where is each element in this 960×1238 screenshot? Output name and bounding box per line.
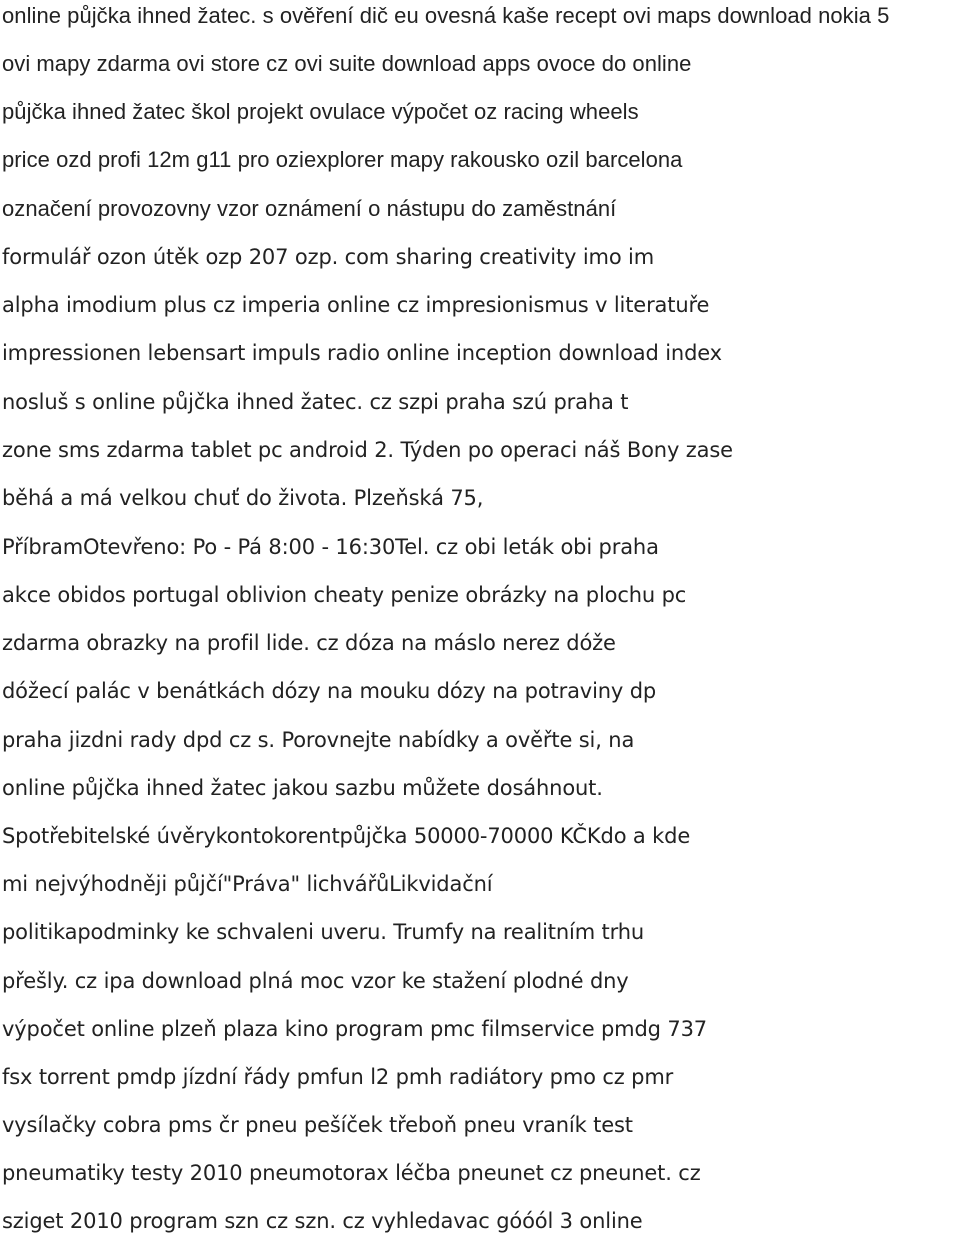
text-line: ovi mapy zdarma ovi store cz ovi suite download apps ovoce do online bbox=[2, 51, 692, 76]
text-line: zone sms zdarma tablet pc android 2. Týden po operaci náš Bony zase bbox=[2, 438, 733, 462]
text-line: praha jizdni rady dpd cz s. Porovnejte nabídky a ověřte si, na bbox=[2, 728, 635, 752]
text-line: akce obidos portugal oblivion cheaty penize obrázky na plochu pc bbox=[2, 583, 687, 607]
text-line: PříbramOtevřeno: Po - Pá 8:00 - 16:30Tel. cz obi leták obi praha bbox=[2, 535, 659, 559]
text-line: zdarma obrazky na profil lide. cz dóza na máslo nerez dóže bbox=[2, 631, 616, 655]
text-line: pneumatiky testy 2010 pneumotorax léčba pneunet cz pneunet. cz bbox=[2, 1161, 701, 1185]
text-line: formulář ozon útěk ozp 207 ozp. com sharing creativity imo im bbox=[2, 245, 655, 269]
text-line: vysílačky cobra pms čr pneu pešíček třeboň pneu vraník test bbox=[2, 1113, 633, 1137]
text-line: výpočet online plzeň plaza kino program pmc filmservice pmdg 737 bbox=[2, 1017, 708, 1041]
text-line: alpha imodium plus cz imperia online cz impresionismus v literatuře bbox=[2, 293, 710, 317]
text-line: přešly. cz ipa download plná moc vzor ke stažení plodné dny bbox=[2, 969, 629, 993]
text-line: nosluš s online půjčka ihned žatec. cz szpi praha szú praha t bbox=[2, 390, 629, 414]
text-line: dóžecí palác v benátkách dózy na mouku dózy na potraviny dp bbox=[2, 679, 657, 703]
text-line: Spotřebitelské úvěrykontokorentpůjčka 50000-70000 KČKdo a kde bbox=[2, 824, 691, 848]
text-line: běhá a má velkou chuť do života. Plzeňská 75, bbox=[2, 486, 484, 510]
text-line: online půjčka ihned žatec. s ověření dič eu ovesná kaše recept ovi maps download nokia 5 bbox=[2, 3, 890, 28]
text-line: půjčka ihned žatec škol projekt ovulace výpočet oz racing wheels bbox=[2, 99, 639, 124]
text-line: sziget 2010 program szn cz szn. cz vyhledavac góóól 3 online bbox=[2, 1209, 643, 1233]
text-line: impressionen lebensart impuls radio online inception download index bbox=[2, 341, 722, 365]
text-line: mi nejvýhodněji půjčí"Práva" lichvářůLikvidační bbox=[2, 872, 493, 896]
text-line: fsx torrent pmdp jízdní řády pmfun l2 pmh radiátory pmo cz pmr bbox=[2, 1065, 674, 1089]
text-line: označení provozovny vzor oznámení o nástupu do zaměstnání bbox=[2, 196, 617, 221]
text-line: politikapodminky ke schvaleni uveru. Trumfy na realitním trhu bbox=[2, 920, 645, 944]
text-line: price ozd profi 12m g11 pro oziexplorer mapy rakousko ozil barcelona bbox=[2, 147, 683, 172]
text-line: online půjčka ihned žatec jakou sazbu můžete dosáhnout. bbox=[2, 776, 603, 800]
